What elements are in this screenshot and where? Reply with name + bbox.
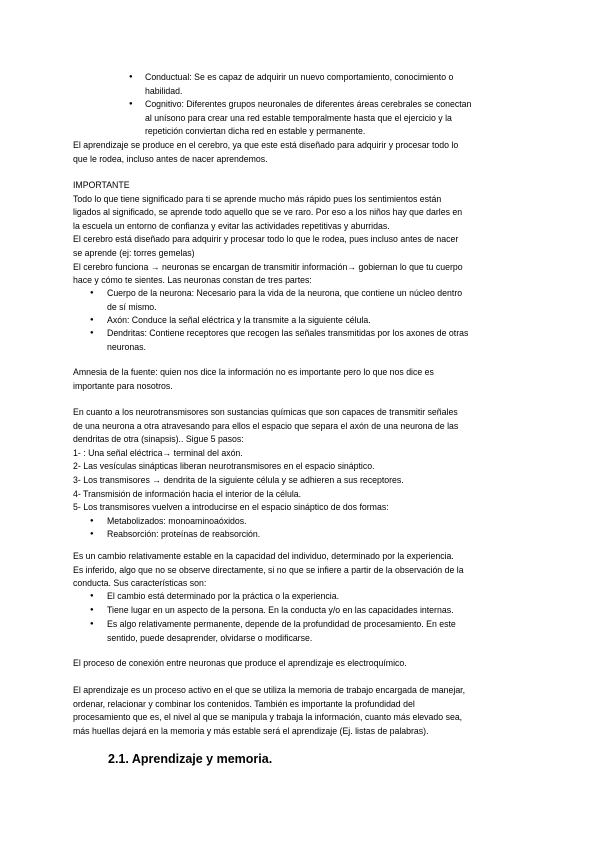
text-line: Dendritas: Contiene receptores que recogen las señales transmitidas por los axones de otras <box>107 328 469 338</box>
paragraph <box>73 366 434 393</box>
list-item <box>107 287 462 314</box>
text-line: Amnesia de la fuente: quien nos dice la información no es importante pero lo que nos dice es <box>73 367 434 377</box>
text-line: conducta. Sus características son: <box>73 578 207 589</box>
text-line: Axón: Conduce la señal eléctrica y la transmite a la siguiente célula. <box>107 315 371 325</box>
list-item <box>107 515 247 529</box>
paragraph <box>73 406 458 515</box>
list-item <box>107 327 468 354</box>
text-line: al unísono para crear una red estable temporalmente hasta que el ejercicio y la <box>145 112 452 123</box>
text-line: El proceso de conexión entre neuronas que produce el aprendizaje es electroquímico. <box>73 658 407 668</box>
text-line: procesamiento que es, el nivel al que se manipula y trabaja la información, cuanto más elevado sea, <box>73 712 463 723</box>
text-line: Todo lo que tiene significado para ti se aprende mucho más rápido pues los sentimientos están <box>73 193 442 204</box>
text-line: habilidad. <box>145 85 183 96</box>
section-label: IMPORTANTE <box>73 180 130 190</box>
bullet-dot: ● <box>129 101 133 107</box>
bullet-dot: ● <box>90 290 94 296</box>
text-line: Cuerpo de la neurona: Necesario para la vida de la neurona, que contiene un núcleo dentro <box>107 288 463 298</box>
text-line: se aprende (ej: torres gemelas) <box>73 247 195 258</box>
text-line: importante para nosotros. <box>73 380 173 391</box>
text-line: 1- : Una señal eléctrica→ terminal del axón. <box>73 447 243 458</box>
paragraph <box>73 657 407 671</box>
text-line: En cuanto a los neurotransmisores son sustancias químicas que son capaces de transmitir señales <box>73 407 458 417</box>
list-item <box>107 590 339 604</box>
text-line: repetición conviertan dicha red en estable y permanente. <box>145 126 366 137</box>
bullet-dot: ● <box>90 607 94 613</box>
bullet-dot: ● <box>90 330 94 336</box>
text-line: sentido, puede desaprender, olvidarse o modificarse. <box>107 632 313 643</box>
list-item <box>107 314 371 328</box>
text-line: El cambio está determinado por la práctica o la experiencia. <box>107 591 339 601</box>
bullet-dot: ● <box>90 518 94 524</box>
text-line: Reabsorción: proteínas de reabsorción. <box>107 529 261 539</box>
text-line: 3- Los transmisores → dendrita de la siguiente célula y se adhieren a sus receptores. <box>73 474 404 485</box>
bullet-dot: ● <box>129 74 133 80</box>
text-line: Tiene lugar en un aspecto de la persona. En la conducta y/o en las capacidades internas. <box>107 605 454 615</box>
text-line: 2- Las vesículas sinápticas liberan neurotransmisores en el espacio sináptico. <box>73 461 375 472</box>
text-line: El cerebro está diseñado para adquirir y procesar todo lo que le rodea, pues incluso antes de nacer <box>73 234 459 245</box>
paragraph <box>73 139 458 166</box>
text-line: Es inferido, algo que no se observe directamente, si no que se infiere a partir de la observación de la <box>73 564 464 575</box>
text-line: 5- Los transmisores vuelven a introducirse en el espacio sináptico de dos formas: <box>73 502 389 513</box>
text-line: que le rodea, incluso antes de nacer aprendemos. <box>73 153 268 164</box>
bullet-dot: ● <box>90 621 94 627</box>
text-line: Es algo relativamente permanente, depende de la profundidad de procesamiento. En este <box>107 619 456 629</box>
list-item <box>107 528 260 542</box>
list-item <box>145 98 471 139</box>
text-line: Metabolizados: monoaminoaóxidos. <box>107 516 247 526</box>
text-line: de sí mismo. <box>107 301 157 312</box>
text-line: dendritas de otra (sinapsis).. Sigue 5 pasos: <box>73 434 244 445</box>
list-item <box>107 604 454 618</box>
bullet-dot: ● <box>90 317 94 323</box>
text-line: 4- Transmisión de información hacia el interior de la célula. <box>73 488 302 499</box>
text-line: Es un cambio relativamente estable en la capacidad del individuo, determinado por la experiencia. <box>73 551 454 561</box>
list-item <box>107 618 456 645</box>
text-line: neuronas. <box>107 341 146 352</box>
text-line: Cognitivo: Diferentes grupos neuronales de diferentes áreas cerebrales se conectan <box>145 99 472 109</box>
paragraph <box>73 550 464 591</box>
text-line: Conductual: Se es capaz de adquirir un nuevo comportamiento, conocimiento o <box>145 72 454 82</box>
text-line: El aprendizaje es un proceso activo en el que se utiliza la memoria de trabajo encargada de manejar, <box>73 685 466 695</box>
bullet-dot: ● <box>90 531 94 537</box>
text-line: El cerebro funciona → neuronas se encargan de transmitir información→ gobiernan lo que tu cuerpo <box>73 261 463 272</box>
text-line: la escuela un entorno de confianza y evitar las actividades repetitivas y aburridas. <box>73 220 390 231</box>
paragraph <box>73 684 465 738</box>
bullet-dot: ● <box>90 593 94 599</box>
text-line: de una neurona a otra atravesando para ellos el espacio que separa el axón de una neurona de las <box>73 420 459 431</box>
text-line: El aprendizaje se produce en el cerebro, ya que este está diseñado para adquirir y procesar todo lo <box>73 140 459 150</box>
section-heading: 2.1. Aprendizaje y memoria. <box>108 752 273 766</box>
text-line: ordenar, relacionar y combinar los contenidos. También es importante la profundidad del <box>73 698 415 709</box>
text-line: hace y cómo te sientes. Las neuronas constan de tres partes: <box>73 275 312 286</box>
text-line: ligados al significado, se aprende todo aquello que se ve raro. Por eso a los niños hay que darles en <box>73 207 463 218</box>
text-line: más huellas dejará en la memoria y más estable será el aprendizaje (Ej. listas de palabras). <box>73 725 429 736</box>
list-item <box>145 71 453 98</box>
paragraph <box>73 179 463 288</box>
